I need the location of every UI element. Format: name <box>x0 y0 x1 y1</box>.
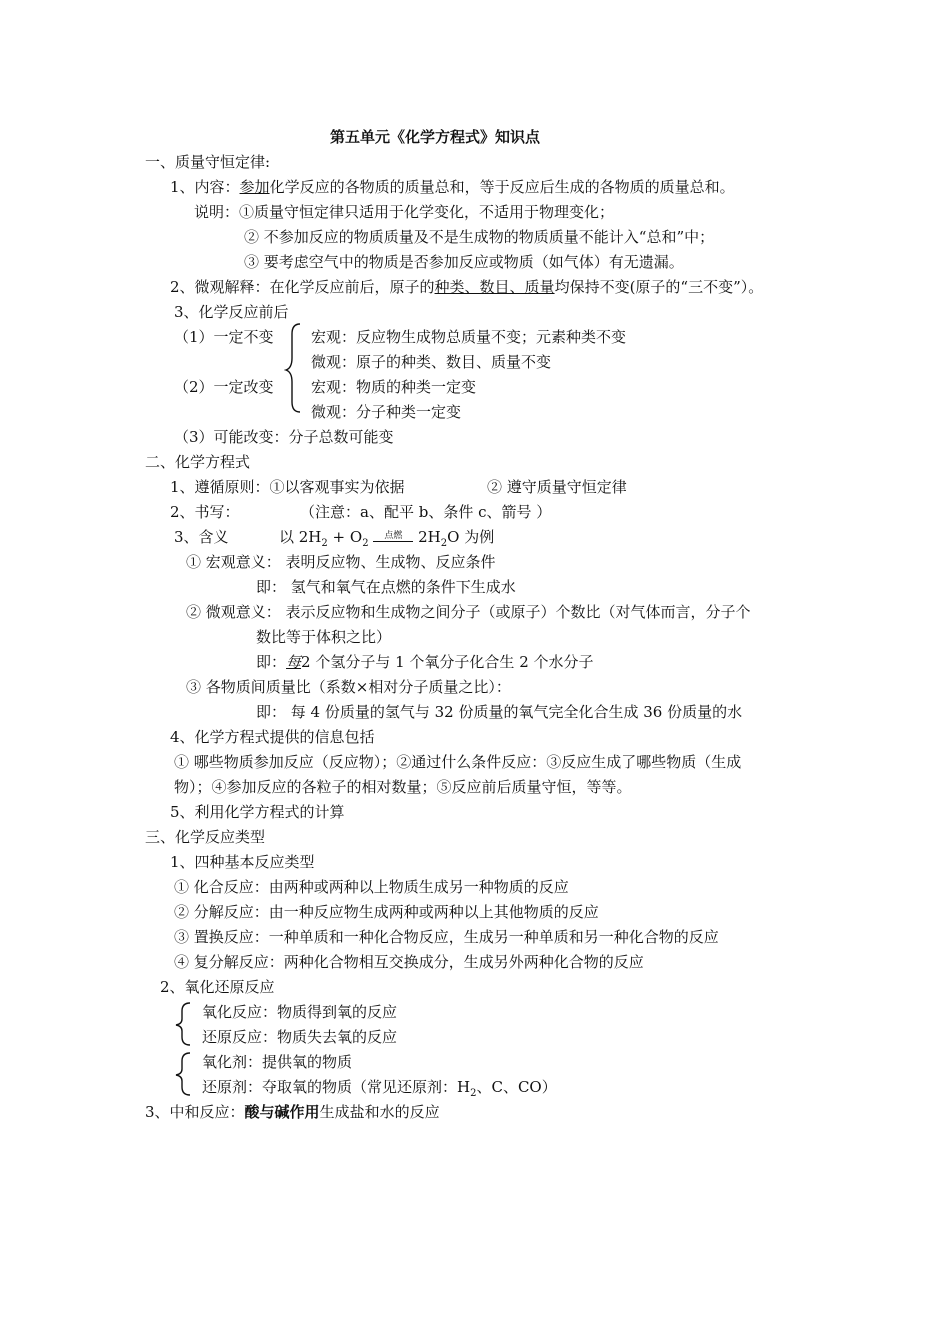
macro-meaning-example: 即： 氢气和氧气在点燃的条件下生成水 <box>256 578 516 596</box>
law-note-1 <box>194 201 614 223</box>
before-after-heading: 3、化学反应前后 <box>174 303 289 321</box>
mass-ratio: ③ 各物质间质量比（系数×相对分子质量之比）： <box>186 678 511 696</box>
neutralization-prefix: 3、中和反应： <box>145 1103 245 1121</box>
micro-meaning: ② 微观意义： 表示反应物和生成物之间分子（或原子）个数比（对气体而言，分子个 <box>186 603 751 621</box>
law-content <box>170 176 735 198</box>
principle-1: 1、遵循原则：①以客观事实为依据 <box>170 478 405 496</box>
neutralization-text: 生成盐和水的反应 <box>319 1103 440 1121</box>
reaction-type-3: ③ 置换反应：一种单质和一种化合物反应，生成另一种单质和另一种化合物的反应 <box>174 928 719 946</box>
equation-condition: 点燃 <box>384 531 403 541</box>
writing-label: 2、书写： <box>170 503 240 521</box>
reaction-type-4: ④ 复分解反应：两种化合物相互交换成分，生成另外两种化合物的反应 <box>174 953 644 971</box>
law-note-1-text: ①质量守恒定律只适用于化学变化，不适用于物理变化； <box>239 203 615 221</box>
micro-explanation-prefix: 2、微观解释：在化学反应前后，原子的 <box>170 278 435 296</box>
brace-line-2: 微观：原子的种类、数目、质量不变 <box>311 353 552 371</box>
equation-reactant: 以 2H <box>279 528 322 546</box>
micro-example-italic: 每 <box>286 653 302 671</box>
brace-icon <box>284 322 304 414</box>
equation-tail: O 为例 <box>447 528 495 546</box>
equation-sub-1: 2 <box>321 538 328 549</box>
law-note-prefix: 说明： <box>194 203 240 221</box>
equation-plus: + O <box>327 528 363 546</box>
calculation: 5、利用化学方程式的计算 <box>170 803 345 821</box>
brace-line-1: 宏观：反应物生成物总质量不变；元素种类不变 <box>311 328 627 346</box>
principle-2: ② 遵守质量守恒定律 <box>487 478 627 496</box>
micro-explanation-underlined: 种类、数目、质量 <box>434 278 555 296</box>
basic-types-heading: 1、四种基本反应类型 <box>170 853 315 871</box>
brace-icon <box>172 1001 192 1047</box>
section-3-heading: 三、化学反应类型 <box>145 828 266 846</box>
micro-meaning-cont: 数比等于体积之比） <box>256 628 392 646</box>
info-line-1: ① 哪些物质参加反应（反应物）；②通过什么条件反应：③反应生成了哪些物质（生成 <box>174 753 742 771</box>
equation-sub-2: 2 <box>362 538 369 549</box>
brace-line-3: 宏观：物质的种类一定变 <box>311 378 477 396</box>
page-title: 第五单元《化学方程式》知识点 <box>330 128 541 146</box>
neutralization-bold: 酸与碱作用 <box>244 1103 320 1121</box>
law-note-3: ③ 要考虑空气中的物质是否参加反应或物质（如气体）有无遗漏。 <box>244 253 684 271</box>
info-line-2: 物）；④参加反应的各粒子的相对数量；⑤反应前后质量守恒，等等。 <box>174 778 632 796</box>
oxidation: 氧化反应：物质得到氧的反应 <box>202 1003 398 1021</box>
maybe-changed: （3）可能改变：分子总数可能变 <box>174 428 394 446</box>
micro-meaning-example <box>256 651 594 673</box>
neutralization <box>145 1101 440 1123</box>
law-content-text: 化学反应的各物质的质量总和，等于反应后生成的各物质的质量总和。 <box>269 178 735 196</box>
reaction-type-1: ① 化合反应：由两种或两种以上物质生成另一种物质的反应 <box>174 878 569 896</box>
law-content-underlined: 参加 <box>239 178 270 196</box>
micro-explanation <box>170 276 763 298</box>
reaction-type-2: ② 分解反应：由一种反应物生成两种或两种以上其他物质的反应 <box>174 903 599 921</box>
mass-ratio-example: 即： 每 4 份质量的氢气与 32 份质量的氧气完全化合生成 36 份质量的水 <box>256 703 743 721</box>
reductant-text: 还原剂：夺取氧的物质（常见还原剂：H <box>202 1078 471 1096</box>
law-content-prefix: 1、内容： <box>170 178 240 196</box>
equation-arrow <box>373 522 413 542</box>
oxidant: 氧化剂：提供氧的物质 <box>202 1053 353 1071</box>
changed-label: （2）一定改变 <box>174 378 274 396</box>
micro-explanation-text: 均保持不变(原子的“三不变”）。 <box>554 278 764 296</box>
micro-example-text: 2 个氢分子与 1 个氧分子化合生 2 个水分子 <box>301 653 594 671</box>
section-1-heading: 一、质量守恒定律: <box>145 153 271 171</box>
law-note-2: ② 不参加反应的物质质量及不是生成物的物质质量不能计入“总和”中； <box>244 228 715 246</box>
section-2-heading: 二、化学方程式 <box>145 453 251 471</box>
micro-example-prefix: 即： <box>256 653 287 671</box>
reduction: 还原反应：物质失去氧的反应 <box>202 1028 398 1046</box>
equation-sub-3: 2 <box>440 538 448 549</box>
reductant-rest: 、C、CO） <box>476 1078 557 1096</box>
meaning-label: 3、含义 <box>174 528 229 546</box>
info-heading: 4、化学方程式提供的信息包括 <box>170 728 375 746</box>
brace-icon <box>172 1051 192 1097</box>
reductant-sub: 2 <box>470 1088 477 1099</box>
equation-product: 2H <box>418 528 441 546</box>
macro-meaning: ① 宏观意义： 表明反应物、生成物、反应条件 <box>186 553 496 571</box>
writing-notes: （注意：a、配平 b、条件 c、箭号 ） <box>300 503 552 521</box>
unchanged-label: （1）一定不变 <box>174 328 274 346</box>
redox-heading: 2、氧化还原反应 <box>160 978 275 996</box>
brace-line-4: 微观：分子种类一定变 <box>311 403 462 421</box>
